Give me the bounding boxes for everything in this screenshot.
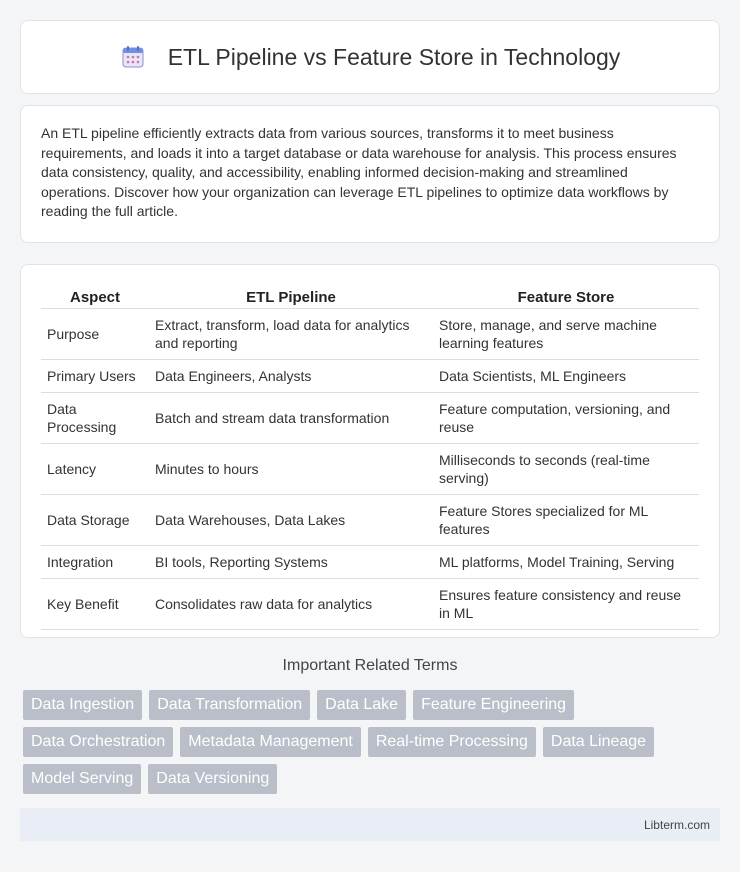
related-term-tag[interactable]: Real-time Processing xyxy=(368,727,536,757)
row-feature-store-value: Milliseconds to seconds (real-time serving) xyxy=(433,444,699,495)
calendar-icon xyxy=(120,44,146,70)
footer xyxy=(20,808,720,841)
header-etl-pipeline: ETL Pipeline xyxy=(149,285,433,309)
row-aspect: Key Benefit xyxy=(41,579,149,630)
table-header-row xyxy=(41,285,699,309)
related-term-tag[interactable]: Metadata Management xyxy=(180,727,361,757)
related-term-tag[interactable]: Data Lineage xyxy=(543,727,654,757)
table-row xyxy=(41,444,699,495)
row-feature-store-value: Store, manage, and serve machine learning features xyxy=(433,309,699,360)
row-etl-value: Consolidates raw data for analytics xyxy=(149,579,433,630)
header-feature-store: Feature Store xyxy=(433,285,699,309)
row-etl-value: Extract, transform, load data for analytics and reporting xyxy=(149,309,433,360)
related-term-tag[interactable]: Model Serving xyxy=(23,764,141,794)
row-aspect: Data Processing xyxy=(41,393,149,444)
comparison-table-card xyxy=(20,264,720,638)
row-aspect: Latency xyxy=(41,444,149,495)
table-row xyxy=(41,579,699,630)
related-term-tag[interactable]: Data Versioning xyxy=(148,764,277,794)
row-feature-store-value: ML platforms, Model Training, Serving xyxy=(433,546,699,579)
table-row xyxy=(41,309,699,360)
row-feature-store-value: Data Scientists, ML Engineers xyxy=(433,360,699,393)
comparison-table xyxy=(41,285,699,630)
related-terms-title: Important Related Terms xyxy=(282,657,458,674)
header-card xyxy=(20,20,720,94)
row-feature-store-value: Feature computation, versioning, and reuse xyxy=(433,393,699,444)
row-feature-store-value: Ensures feature consistency and reuse in ML xyxy=(433,579,699,630)
table-row xyxy=(41,495,699,546)
table-row xyxy=(41,393,699,444)
intro-card xyxy=(20,105,720,243)
row-etl-value: Batch and stream data transformation xyxy=(149,393,433,444)
row-aspect: Integration xyxy=(41,546,149,579)
related-term-tag[interactable]: Feature Engineering xyxy=(413,690,574,720)
row-etl-value: Minutes to hours xyxy=(149,444,433,495)
header-aspect: Aspect xyxy=(41,285,149,309)
row-etl-value: Data Warehouses, Data Lakes xyxy=(149,495,433,546)
page-title: ETL Pipeline vs Feature Store in Technology xyxy=(167,43,621,70)
row-aspect: Purpose xyxy=(41,309,149,360)
row-aspect: Data Storage xyxy=(41,495,149,546)
table-row xyxy=(41,546,699,579)
related-term-tag[interactable]: Data Ingestion xyxy=(23,690,142,720)
table-row xyxy=(41,360,699,393)
row-etl-value: Data Engineers, Analysts xyxy=(149,360,433,393)
related-term-tag[interactable]: Data Orchestration xyxy=(23,727,173,757)
footer-site-link[interactable]: Libterm.com xyxy=(643,817,710,832)
row-feature-store-value: Feature Stores specialized for ML features xyxy=(433,495,699,546)
related-term-tag[interactable]: Data Lake xyxy=(317,690,406,720)
row-aspect: Primary Users xyxy=(41,360,149,393)
related-terms-list xyxy=(23,690,723,801)
related-term-tag[interactable]: Data Transformation xyxy=(149,690,310,720)
intro-text: An ETL pipeline efficiently extracts data from various sources, transforms it to meet business requirements, and loads it into a target database or data warehouse for analysis. This process ensures data consistency, quality, and accessibility, enabling informed decision-making and streamlined operations. Discover how your organization can leverage ETL pipelines to optimize data workflows by reading the full article. xyxy=(41,125,677,219)
row-etl-value: BI tools, Reporting Systems xyxy=(149,546,433,579)
